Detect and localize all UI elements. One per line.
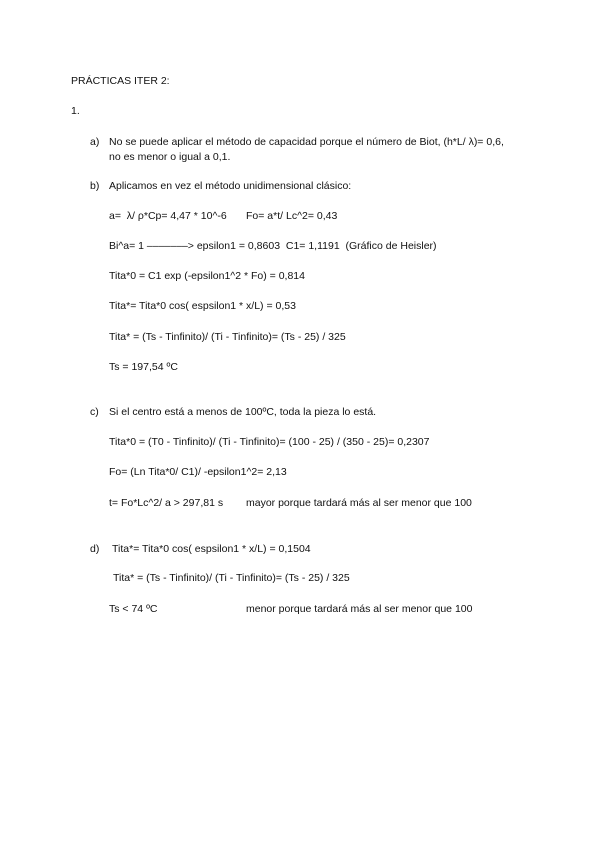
section-a-line-2: no es menor o igual a 0,1.	[109, 151, 231, 163]
section-c-eq-fourier: Fo= (Ln Tita*0/ C1)/ -epsilon1^2= 2,13	[109, 466, 287, 478]
section-d-label: d)	[90, 543, 100, 555]
section-b-eq-biot: Bi^a= 1 –––––––> epsilon1 = 0,8603 C1= 1,1191 (Gráfico de Heisler)	[109, 240, 437, 252]
section-d-eq-ts-relation: Tita* = (Ts - Tinfinito)/ (Ti - Tinfinito)= (Ts - 25) / 325	[113, 572, 350, 584]
section-b-eq-tita0: Tita*0 = C1 exp (-epsilon1^2 * Fo) = 0,814	[109, 270, 305, 282]
section-b-eq-diffusivity: a= λ/ ρ*Cp= 4,47 * 10^-6	[109, 210, 227, 222]
section-c-eq-tita0: Tita*0 = (T0 - Tinfinito)/ (Ti - Tinfinito)= (100 - 25) / (350 - 25)= 0,2307	[109, 436, 430, 448]
section-b-eq-fourier: Fo= a*t/ Lc^2= 0,43	[246, 210, 338, 222]
document-title: PRÁCTICAS ITER 2:	[71, 75, 170, 87]
item-number: 1.	[71, 105, 80, 117]
section-a-line-1: No se puede aplicar el método de capacidad porque el número de Biot, (h*L/ λ)= 0,6,	[109, 136, 504, 148]
section-c-label: c)	[90, 406, 99, 418]
section-b-eq-tita: Tita*= Tita*0 cos( espsilon1 * x/L) = 0,53	[109, 300, 296, 312]
section-b-label: b)	[90, 180, 100, 192]
section-b-eq-ts-relation: Tita* = (Ts - Tinfinito)/ (Ti - Tinfinito)= (Ts - 25) / 325	[109, 331, 346, 343]
section-d-note: menor porque tardará más al ser menor que 100	[246, 603, 473, 615]
section-a-label: a)	[90, 136, 100, 148]
section-b-eq-ts-result: Ts = 197,54 ºC	[109, 361, 178, 373]
section-d-eq-tita: Tita*= Tita*0 cos( espsilon1 * x/L) = 0,1504	[112, 543, 311, 555]
section-b-intro: Aplicamos en vez el método unidimensional clásico:	[109, 180, 352, 192]
section-c-intro: Si el centro está a menos de 100ºC, toda la pieza lo está.	[109, 406, 377, 418]
section-d-eq-ts-result: Ts < 74 ºC	[109, 603, 158, 615]
section-c-eq-time: t= Fo*Lc^2/ a > 297,81 s	[109, 497, 224, 509]
section-c-note: mayor porque tardará más al ser menor que 100	[246, 497, 472, 509]
